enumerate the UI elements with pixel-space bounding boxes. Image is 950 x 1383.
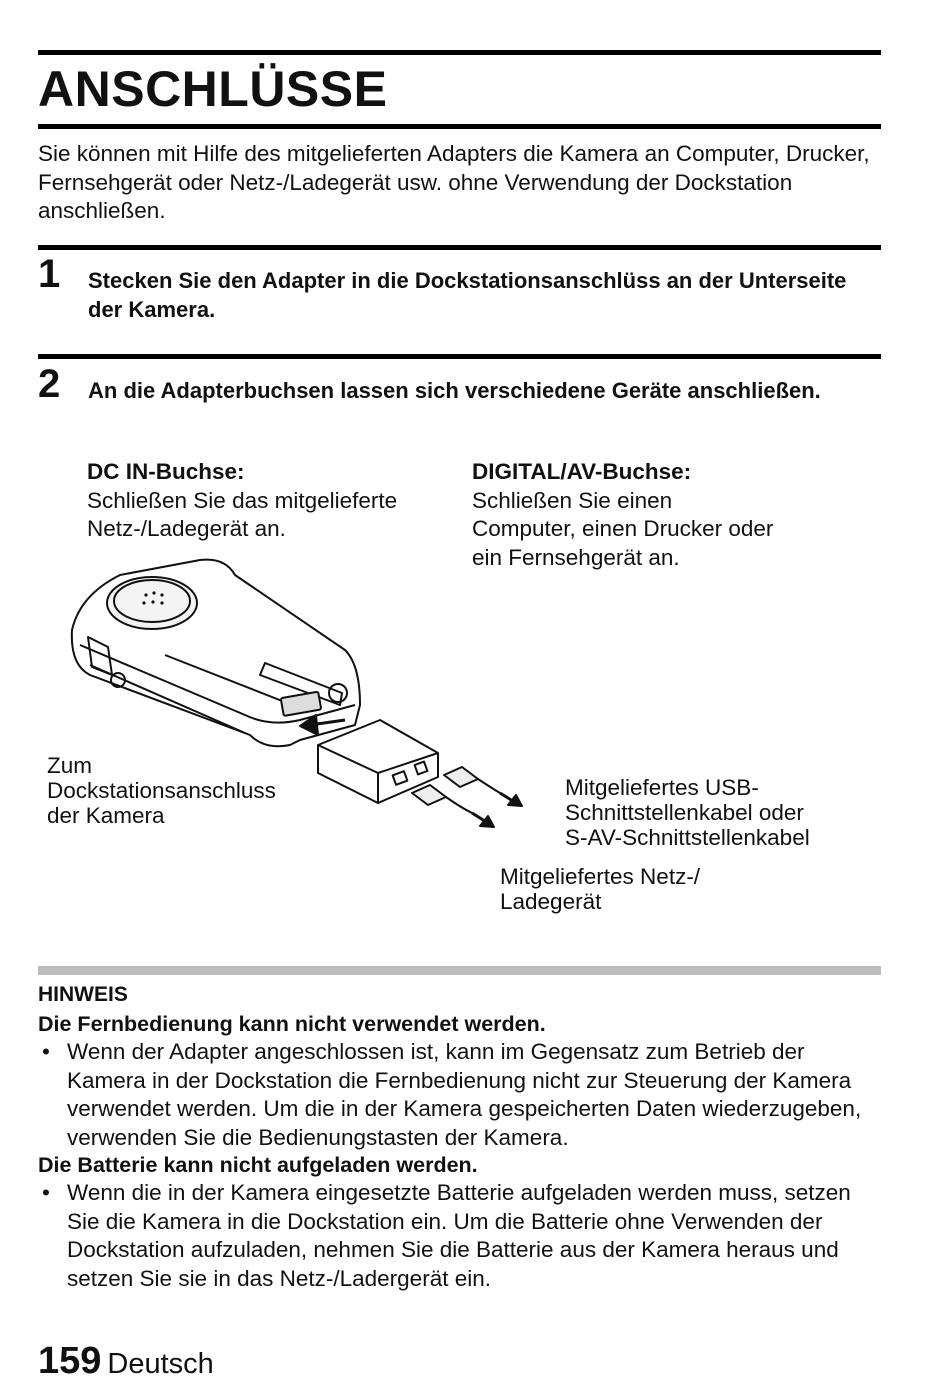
dock-port-label-line-2: Dockstationsanschluss — [47, 778, 276, 803]
page-title: ANSCHLÜSSE — [38, 61, 388, 117]
note-divider — [38, 966, 881, 975]
step-2-text: An die Adapterbuchsen lassen sich verschiedene Geräte anschließen. — [88, 378, 821, 403]
digital-av-heading: DIGITAL/AV-Buchse: — [472, 459, 692, 484]
step-2-number: 2 — [38, 362, 61, 406]
charger-label-line-2: Ladegerät — [500, 889, 602, 914]
note-bullet-1-text: Wenn der Adapter angeschlossen ist, kann im Gegensatz zum Betrieb der Kamera in der Dockstation die Fernbedienung nicht zur Steuerung der Kamera verwendet werden. Um die in der Kamera gespeicherten Daten wiederzugeben, verwenden Sie die Bedienungstasten der Kamera. — [67, 1039, 862, 1150]
page-number: 159 — [38, 1340, 102, 1382]
usb-cable-label — [565, 775, 810, 850]
charger-label-line-1: Mitgeliefertes Netz-/ — [500, 864, 701, 889]
usb-cable-label-line-2: Schnittstellenkabel oder — [565, 800, 804, 825]
digital-av-line-2: Computer, einen Drucker oder — [472, 516, 774, 541]
dc-in-line-1: Schließen Sie das mitgelieferte — [87, 487, 398, 513]
dc-in-description — [87, 458, 397, 544]
step-1-rule — [38, 245, 881, 250]
digital-av-line-1: Schließen Sie einen — [472, 487, 673, 513]
dc-in-line-2: Netz-/Ladegerät an. — [87, 516, 286, 541]
note-bullet-1 — [42, 1038, 882, 1152]
dock-port-label-line-1: Zum — [47, 753, 92, 778]
usb-cable-label-line-1: Mitgeliefertes USB- — [565, 775, 759, 800]
usb-cable-label-line-3: S-AV-Schnittstellenkabel — [565, 825, 810, 850]
note-subheading-2: Die Batterie kann nicht aufgeladen werden. — [38, 1153, 478, 1177]
bullet-dot-icon: • — [42, 1039, 50, 1064]
note-bullet-2 — [42, 1179, 882, 1293]
top-rule — [38, 50, 881, 55]
note-bullet-2-text: Wenn die in der Kamera eingesetzte Batterie aufgeladen werden muss, setzen Sie die Kamera in die Dockstation ein. Um die Batterie ohne Verwenden der Dockstation aufzuladen, nehmen Sie die Batterie aus der Kamera heraus und setzen Sie sie in das Netz-/Ladergerät ein. — [67, 1180, 851, 1291]
dock-port-label-line-3: der Kamera — [47, 803, 165, 828]
step-1-number: 1 — [38, 252, 61, 296]
charger-label — [500, 864, 700, 914]
title-underline — [38, 124, 881, 129]
digital-av-line-3: ein Fernsehgerät an. — [472, 544, 680, 570]
note-heading: HINWEIS — [38, 983, 128, 1006]
intro-paragraph: Sie können mit Hilfe des mitgelieferten Adapters die Kamera an Computer, Drucker, Fernsehgerät oder Netz-/Ladegerät usw. ohne Verwendung der Dockstation anschließen. — [38, 141, 870, 223]
note-subheading-1: Die Fernbedienung kann nicht verwendet werden. — [38, 1012, 546, 1036]
bullet-dot-icon: • — [42, 1180, 50, 1205]
step-2-rule — [38, 354, 881, 359]
dock-port-label — [47, 753, 276, 828]
page-language: Deutsch — [107, 1348, 214, 1380]
dc-in-heading: DC IN-Buchse: — [87, 459, 245, 484]
step-1-text: Stecken Sie den Adapter in die Dockstationsanschlüss an der Unterseite der Kamera. — [88, 268, 847, 322]
page-footer — [38, 1340, 214, 1383]
